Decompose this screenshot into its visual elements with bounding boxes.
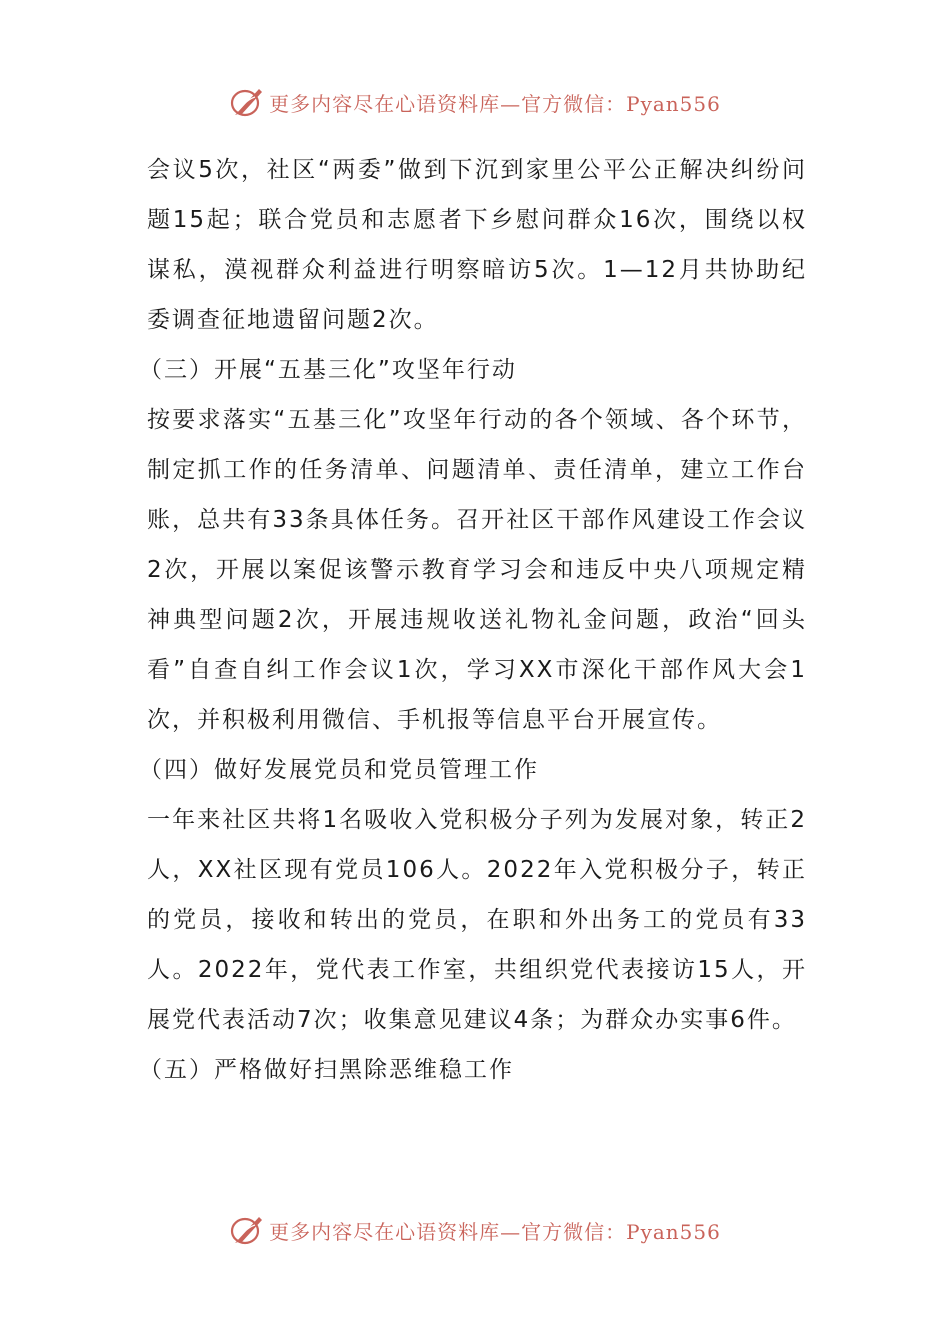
quill-pen-logo-icon: [229, 85, 265, 119]
watermark-header: [0, 82, 950, 122]
watermark-text: 更多内容尽在心语资料库—官方微信：Pyan556: [269, 1219, 721, 1244]
document-body: [139, 145, 807, 1095]
section-heading: （五）严格做好扫黑除恶维稳工作: [139, 1057, 514, 1083]
watermark-text: 更多内容尽在心语资料库—官方微信：Pyan556: [269, 91, 721, 116]
body-paragraph: 按要求落实“五基三化”攻坚年行动的各个领域、各个环节，制定抓工作的任务清单、问题清单、责任清单，建立工作台账，总共有33条具体任务。召开社区干部作风建设工作会议2次，开展以案促该警示教育学习会和违反中央八项规定精神典型问题2次，开展违规收送礼物礼金问题，政治“回头看”自查自纠工作会议1次，学习XX市深化干部作风大会1次，并积极利用微信、手机报等信息平台开展宣传。: [147, 407, 807, 733]
body-paragraph: 会议5次，社区“两委”做到下沉到家里公平公正解决纠纷问题15起；联合党员和志愿者下乡慰问群众16次，围绕以权谋私，漠视群众利益进行明察暗访5次。1—12月共协助纪委调查征地遗留问题2次。: [147, 157, 807, 333]
quill-pen-logo-icon: [229, 1213, 265, 1247]
section-heading: （四）做好发展党员和党员管理工作: [139, 757, 539, 783]
watermark-footer: [0, 1210, 950, 1250]
section-heading: （三）开展“五基三化”攻坚年行动: [139, 357, 517, 383]
body-paragraph: 一年来社区共将1名吸收入党积极分子列为发展对象，转正2人，XX社区现有党员106人。2022年入党积极分子，转正的党员，接收和转出的党员，在职和外出务工的党员有33人。2022年，党代表工作室，共组织党代表接访15人，开展党代表活动7次；收集意见建议4条；为群众办实事6件。: [147, 807, 807, 1033]
